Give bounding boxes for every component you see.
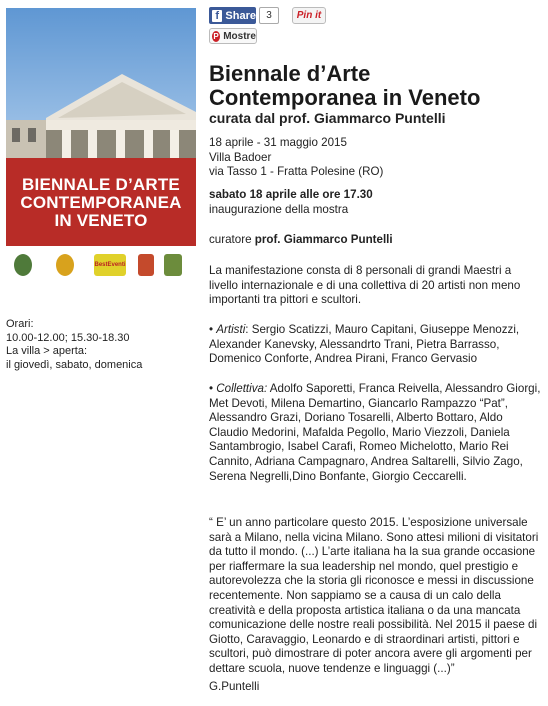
- page-subtitle: curata dal prof. Giammarco Puntelli: [209, 110, 446, 126]
- event-venue: Villa Badoer: [209, 150, 272, 164]
- event-address: via Tasso 1 - Fratta Polesine (RO): [209, 165, 384, 179]
- facebook-icon: f: [212, 10, 222, 22]
- opening-hours: [6, 318, 201, 372]
- artists-label: Artisti: [216, 323, 246, 336]
- intro-paragraph: La manifestazione consta di 8 personali di grandi Maestri a livello internazionale e di una collettiva di 20 artisti non meno importanti tra pittori e scultori.: [209, 264, 521, 307]
- villa-open-label: La villa ˃ aperta:: [6, 345, 88, 357]
- region-crest-icon: [164, 254, 182, 276]
- collettiva-paragraph: • Collettiva: Adolfo Saporetti, Franca Reivella, Alessandro Giorgi, Met Devoti, Milena Demartino, Giancarlo Rampazzo “Pat”, Alessandro Grazi, Doriano Tosarelli, Alberto Bottaro, Aldo Claudio Medorini, Mafalda Pegollo, Mario Viezzoli, Daniela Santambrogio, Isabel Carafi, Romeo Michelotto, Mario Rei Cannito, Adriana Campagnaro, Andrea Saltarelli, Silvio Zago, Serena Negrelli,Dino Bonfante, Giorgio Ceccarelli.: [209, 382, 541, 483]
- opening-datetime: sabato 18 aprile alle ore 17.30: [209, 188, 373, 201]
- lion-emblem-icon: [56, 254, 74, 276]
- page-title: Biennale d’Arte Contemporanea in Veneto: [209, 61, 481, 110]
- curator-label: curatore: [209, 233, 255, 246]
- pinit-button[interactable]: Pin it: [292, 7, 326, 24]
- share-label: Share: [225, 9, 256, 22]
- artists-list: : Sergio Scatizzi, Mauro Capitani, Giuseppe Menozzi, Alexander Kanevsky, Alessandrto Trani, Pietra Barrasso, Domenico Conforte, Andrea Pirani, Franco Gervasio: [209, 323, 520, 366]
- poster-logo-strip: [6, 246, 196, 283]
- quote-signature: G.Puntelli: [209, 680, 260, 693]
- sponsor-logo: BestEventi: [94, 254, 126, 276]
- pinterest-icon: P: [213, 31, 219, 41]
- comune-crest-icon: [14, 254, 32, 276]
- mostre-label: Mostre: [223, 30, 256, 42]
- villa-open-days: il giovedì, sabato, domenica: [6, 358, 143, 371]
- event-dates: 18 aprile - 31 maggio 2015: [209, 136, 347, 149]
- exhibition-poster: [6, 8, 196, 283]
- curator-name: prof. Giammarco Puntelli: [254, 233, 393, 246]
- hours-times: 10.00-12.00; 15.30-18.30: [6, 331, 130, 344]
- collettiva-label: Collettiva:: [216, 382, 268, 395]
- mostre-pinterest-button[interactable]: [209, 28, 257, 44]
- opening-description: inaugurazione della mostra: [209, 202, 349, 216]
- hours-label: Orari:: [6, 318, 34, 330]
- curator-line: [209, 233, 541, 248]
- opening-info: [209, 188, 541, 217]
- artists-paragraph: • Artisti: Sergio Scatizzi, Mauro Capitani, Giuseppe Menozzi, Alexander Kanevsky, Alessandrto Trani, Pietra Barrasso, Domenico Conforte, Andrea Pirani, Franco Gervasio: [209, 323, 520, 366]
- facebook-share-button[interactable]: [209, 7, 256, 24]
- share-count: 3: [259, 7, 279, 24]
- quote-paragraph: “ E’ un anno particolare questo 2015. L’esposizione universale sarà a Milano, nella vicina Milano. Sono attesi milioni di visitatori da tutto il mondo. (...) L’arte italiana ha la sua grande occasione per riaffermare la sua leadership nel mondo, quel prestigio e autorevolezza che la storia gli riconosce e messi in discussione recentemente. Non sappiamo se a causa di un calo della creatività e della proposta artistica italiana o da una mancata comunicazione delle nostre reali possibilità. Nel 2015 il paese di Giotto, Caravaggio, Leonardo e di straordinari artisti, pittori e scultori, può dimostrare di poter ancora avere gli argomenti per dettare scuola, nuove tendenze e linguaggi (...)”: [209, 516, 539, 675]
- event-details: [209, 136, 541, 180]
- province-crest-icon: [138, 254, 154, 276]
- collettiva-list: Adolfo Saporetti, Franca Reivella, Alessandro Giorgi, Met Devoti, Milena Demartino, Giancarlo Rampazzo “Pat”, Alessandro Grazi, Doriano Tosarelli, Alberto Bottaro, Aldo Claudio Medorini, Mafalda Pegollo, Mario Viezzoli, Daniela Santambrogio, Isabel Carafi, Romeo Michelotto, Mario Rei Cannito, Adriana Campagnaro, Andrea Saltarelli, Silvio Zago, Serena Negrelli,Dino Bonfante, Giorgio Ceccarelli.: [209, 382, 541, 483]
- poster-title: BIENNALE D’ARTE CONTEMPORANEA IN VENETO: [20, 175, 182, 230]
